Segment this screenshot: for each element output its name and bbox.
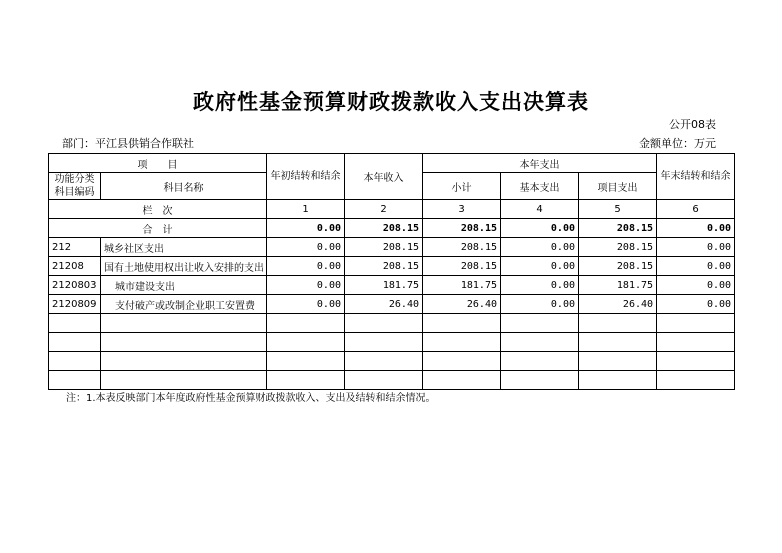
value-cell: 0.00 [267,295,345,314]
value-cell: 208.15 [345,238,423,257]
value-cell: 208.15 [345,257,423,276]
value-cell: 26.40 [345,295,423,314]
col-num: 6 [657,200,735,219]
col-num: 1 [267,200,345,219]
header-begin-balance: 年初结转和结余 [267,154,345,200]
value-cell: 208.15 [579,238,657,257]
header-func-code: 功能分类科目编码 [49,173,101,200]
table-row [49,295,735,314]
header-end-balance: 年末结转和结余 [657,154,735,200]
subject-name-cell: 支付破产或改制企业职工安置费 [101,295,267,314]
column-label: 栏 次 [49,200,267,219]
empty-row [49,314,735,333]
value-cell: 208.15 [423,257,501,276]
value-cell: 0.00 [267,276,345,295]
value-cell: 181.75 [423,276,501,295]
footnote: 注：1.本表反映部门本年度政府性基金预算财政拨款收入、支出及结转和结余情况。 [66,393,436,404]
value-cell: 0.00 [501,295,579,314]
subject-name-cell: 国有土地使用权出让收入安排的支出 [101,257,267,276]
total-row [49,219,735,238]
table-row [49,238,735,257]
col-num: 2 [345,200,423,219]
header-item: 项 目 [49,154,267,173]
col-num: 5 [579,200,657,219]
col-num: 4 [501,200,579,219]
total-cell: 208.15 [579,219,657,238]
header-project: 项目支出 [579,173,657,200]
column-number-row [49,200,735,219]
subject-name-cell: 城乡社区支出 [101,238,267,257]
total-cell: 0.00 [267,219,345,238]
total-label: 合 计 [49,219,267,238]
value-cell: 26.40 [423,295,501,314]
empty-row [49,352,735,371]
value-cell: 0.00 [657,257,735,276]
total-cell: 208.15 [345,219,423,238]
total-cell: 208.15 [423,219,501,238]
report-title: 政府性基金预算财政拨款收入支出决算表 [193,90,589,114]
value-cell: 0.00 [267,257,345,276]
value-cell: 0.00 [501,257,579,276]
func-code-cell: 2120809 [49,295,101,314]
value-cell: 181.75 [345,276,423,295]
subject-name-cell: 城市建设支出 [101,276,267,295]
value-cell: 0.00 [657,238,735,257]
func-code-cell: 2120803 [49,276,101,295]
value-cell: 0.00 [657,295,735,314]
func-code-cell: 21208 [49,257,101,276]
value-cell: 208.15 [423,238,501,257]
header-basic: 基本支出 [501,173,579,200]
col-num: 3 [423,200,501,219]
value-cell: 181.75 [579,276,657,295]
budget-table [48,153,735,390]
value-cell: 0.00 [267,238,345,257]
header-subject-name: 科目名称 [101,173,267,200]
total-cell: 0.00 [657,219,735,238]
table-row [49,276,735,295]
unit-label: 金额单位：万元 [639,137,716,150]
value-cell: 0.00 [501,238,579,257]
func-code-cell: 212 [49,238,101,257]
header-subtotal: 小计 [423,173,501,200]
value-cell: 26.40 [579,295,657,314]
header-income: 本年收入 [345,154,423,200]
department-label: 部门：平江县供销合作联社 [62,137,194,150]
value-cell: 208.15 [579,257,657,276]
header-row-1 [49,154,735,173]
value-cell: 0.00 [501,276,579,295]
value-cell: 0.00 [657,276,735,295]
empty-row [49,333,735,352]
header-expenditure: 本年支出 [423,154,657,173]
total-cell: 0.00 [501,219,579,238]
form-code: 公开08表 [669,118,716,131]
table-row [49,257,735,276]
empty-row [49,371,735,390]
